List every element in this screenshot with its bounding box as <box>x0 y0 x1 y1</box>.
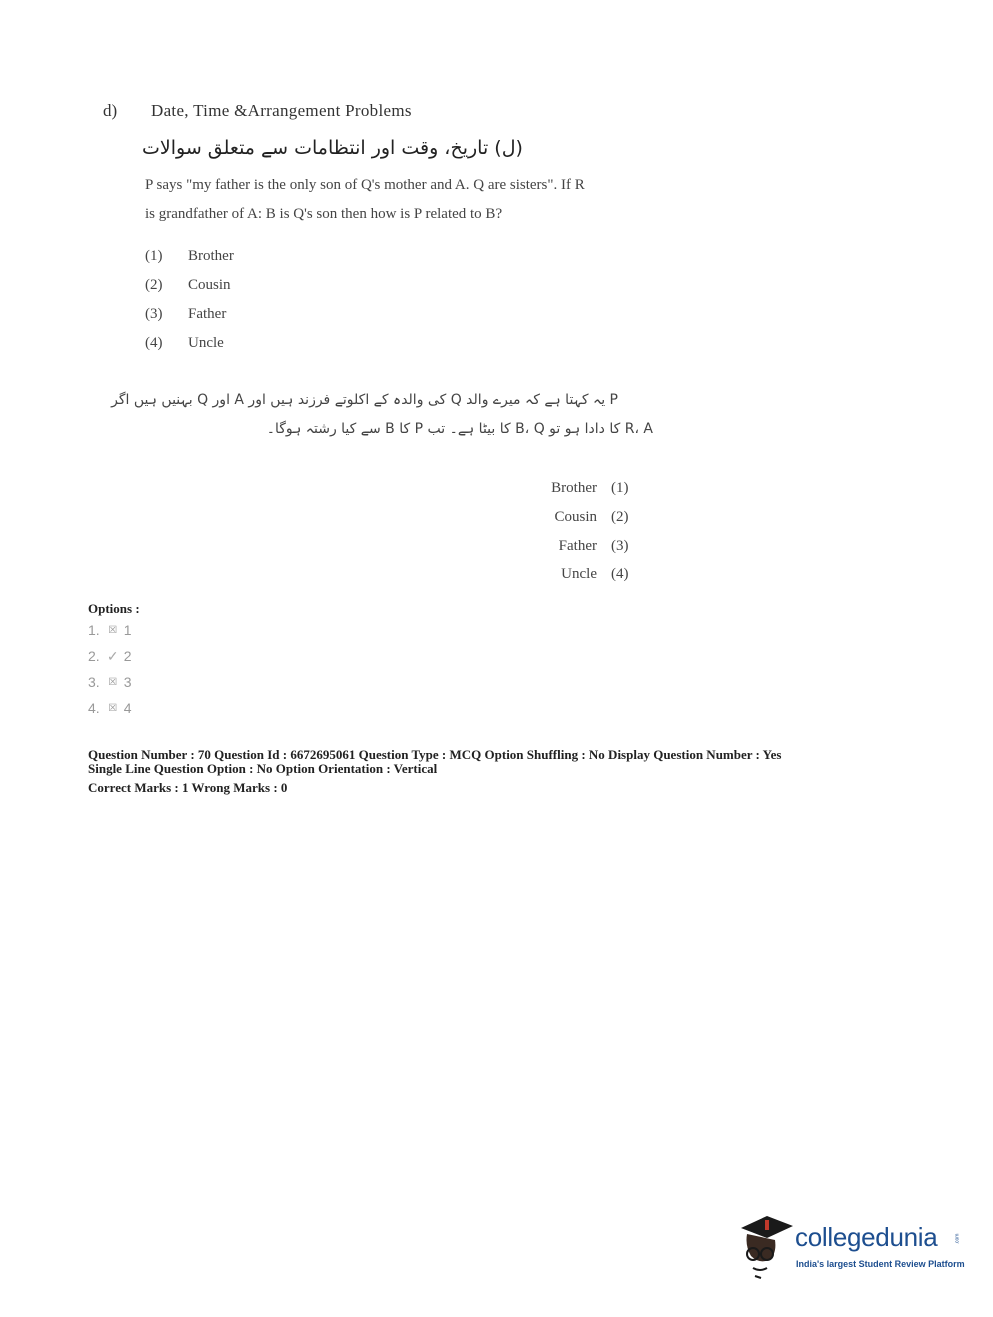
answer-value: 2 <box>123 648 132 664</box>
wrong-mark-icon: ☒ <box>108 703 118 714</box>
urdu-question-line-2: R، A کا دادا ہو تو B، Q کا بیٹا ہے۔ تب P کا B سے کیا رشتہ ہوگا۔ <box>266 421 653 437</box>
answer-index: 2. <box>88 648 100 664</box>
urdu-option-label-1: Brother <box>551 480 597 496</box>
answer-option-row <box>88 648 131 665</box>
question-meta-line-2: Single Line Question Option : No Option Orientation : Vertical <box>88 761 438 776</box>
answer-value: 4 <box>123 700 132 716</box>
answer-index: 4. <box>88 700 100 716</box>
answer-index: 1. <box>88 622 100 638</box>
wrong-mark-icon: ☒ <box>108 677 118 688</box>
answer-option-row <box>88 622 131 638</box>
option-number-4: (4) <box>145 335 163 351</box>
answer-option-row <box>88 700 131 716</box>
urdu-question-line-1: P یہ کہتا ہے کہ میرے والد Q کی والدہ کے اکلوتے فرزند ہیں اور A اور Q بہنیں ہیں اگر <box>111 392 618 408</box>
section-title-urdu: (ل) تاریخ، وقت اور انتظامات سے متعلق سوالات <box>142 137 523 159</box>
section-letter: d) <box>103 101 118 120</box>
answer-option-row <box>88 674 131 690</box>
urdu-option-label-3: Father <box>558 538 597 554</box>
urdu-option-label-2: Cousin <box>554 509 597 525</box>
answer-value: 3 <box>123 674 132 690</box>
options-header: Options : <box>88 601 140 616</box>
option-label-1: Brother <box>188 248 234 264</box>
urdu-option-label-4: Uncle <box>561 566 597 582</box>
question-text-line-2: is grandfather of A: B is Q's son then how is P related to B? <box>145 206 503 222</box>
logo-tagline: India's largest Student Review Platform <box>796 1259 965 1269</box>
section-title: Date, Time &Arrangement Problems <box>151 101 412 120</box>
question-meta-line-1: Question Number : 70 Question Id : 6672695061 Question Type : MCQ Option Shuffling : No Display Question Number : Yes <box>88 747 782 762</box>
option-label-3: Father <box>188 306 227 322</box>
question-meta-line-3: Correct Marks : 1 Wrong Marks : 0 <box>88 780 288 795</box>
question-text-line-1: P says "my father is the only son of Q's mother and A. Q are sisters". If R <box>145 177 585 193</box>
logo-wordmark: collegedunia <box>795 1222 938 1252</box>
urdu-option-number-4: (4) <box>611 566 629 582</box>
urdu-option-number-1: (1) <box>611 480 629 496</box>
option-label-4: Uncle <box>188 335 224 351</box>
option-number-2: (2) <box>145 277 163 293</box>
answer-index: 3. <box>88 674 100 690</box>
option-number-3: (3) <box>145 306 163 322</box>
urdu-option-number-2: (2) <box>611 509 629 525</box>
urdu-option-number-3: (3) <box>611 538 629 554</box>
check-mark-icon: ✓ <box>106 648 119 664</box>
logo-suffix: .com <box>954 1233 961 1245</box>
option-number-1: (1) <box>145 248 163 264</box>
graduate-mascot-icon <box>735 1210 795 1280</box>
wrong-mark-icon: ☒ <box>108 625 118 636</box>
option-label-2: Cousin <box>188 277 231 293</box>
answer-value: 1 <box>123 622 132 638</box>
